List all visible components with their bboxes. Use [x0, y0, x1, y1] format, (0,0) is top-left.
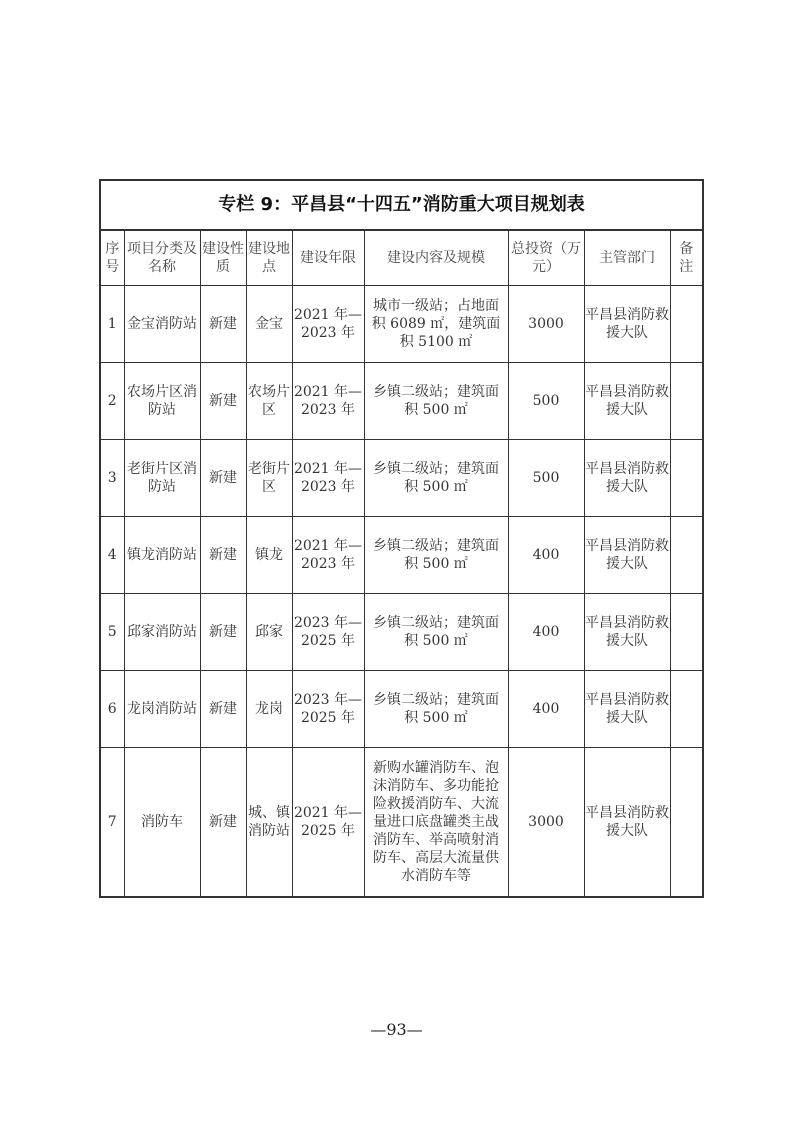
cell-no: 1 — [100, 286, 124, 363]
cell-nature: 新建 — [200, 517, 246, 594]
cell-dept: 平昌县消防救援大队 — [584, 517, 670, 594]
cell-dept: 平昌县消防救援大队 — [584, 440, 670, 517]
table-row — [100, 594, 703, 671]
cell-name: 龙岗消防站 — [124, 671, 200, 748]
cell-investment: 3000 — [508, 286, 584, 363]
table-row — [100, 286, 703, 363]
cell-location: 镇龙 — [246, 517, 292, 594]
header-period: 建设年限 — [292, 230, 364, 286]
cell-investment: 500 — [508, 363, 584, 440]
cell-location: 金宝 — [246, 286, 292, 363]
table-row — [100, 517, 703, 594]
cell-content: 新购水罐消防车、泡沫消防车、多功能抢险救援消防车、大流量进口底盘罐类主战消防车、举高喷射消防车、高层大流量供水消防车等 — [364, 748, 508, 898]
cell-dept: 平昌县消防救援大队 — [584, 671, 670, 748]
header-nature: 建设性质 — [200, 230, 246, 286]
cell-period: 2021 年—2025 年 — [292, 748, 364, 898]
page-number: —93— — [370, 1020, 423, 1039]
cell-nature: 新建 — [200, 748, 246, 898]
cell-investment: 400 — [508, 517, 584, 594]
cell-dept: 平昌县消防救援大队 — [584, 286, 670, 363]
cell-name: 镇龙消防站 — [124, 517, 200, 594]
cell-investment: 400 — [508, 594, 584, 671]
cell-name: 金宝消防站 — [124, 286, 200, 363]
cell-no: 7 — [100, 748, 124, 898]
cell-note — [670, 517, 703, 594]
cell-note — [670, 748, 703, 898]
cell-period: 2023 年—2025 年 — [292, 671, 364, 748]
cell-dept: 平昌县消防救援大队 — [584, 363, 670, 440]
cell-content: 乡镇二级站；建筑面积 500 ㎡ — [364, 594, 508, 671]
header-content: 建设内容及规模 — [364, 230, 508, 286]
project-plan-table — [99, 179, 704, 898]
cell-name: 消防车 — [124, 748, 200, 898]
cell-nature: 新建 — [200, 594, 246, 671]
cell-location: 农场片区 — [246, 363, 292, 440]
table-row — [100, 363, 703, 440]
cell-period: 2021 年—2023 年 — [292, 363, 364, 440]
cell-name: 老街片区消防站 — [124, 440, 200, 517]
title-row — [100, 180, 703, 230]
cell-note — [670, 286, 703, 363]
cell-name: 邱家消防站 — [124, 594, 200, 671]
header-investment: 总投资（万元） — [508, 230, 584, 286]
cell-nature: 新建 — [200, 440, 246, 517]
cell-no: 2 — [100, 363, 124, 440]
cell-period: 2021 年—2023 年 — [292, 286, 364, 363]
header-name: 项目分类及名称 — [124, 230, 200, 286]
cell-no: 5 — [100, 594, 124, 671]
cell-nature: 新建 — [200, 363, 246, 440]
cell-period: 2021 年—2023 年 — [292, 440, 364, 517]
cell-dept: 平昌县消防救援大队 — [584, 594, 670, 671]
header-no: 序号 — [100, 230, 124, 286]
table-title: 专栏 9：平昌县“十四五”消防重大项目规划表 — [100, 180, 703, 230]
cell-note — [670, 671, 703, 748]
cell-investment: 3000 — [508, 748, 584, 898]
cell-investment: 400 — [508, 671, 584, 748]
cell-period: 2023 年—2025 年 — [292, 594, 364, 671]
cell-content: 乡镇二级站；建筑面积 500 ㎡ — [364, 671, 508, 748]
cell-name: 农场片区消防站 — [124, 363, 200, 440]
cell-note — [670, 594, 703, 671]
cell-nature: 新建 — [200, 671, 246, 748]
cell-investment: 500 — [508, 440, 584, 517]
table-row — [100, 671, 703, 748]
table-row — [100, 748, 703, 898]
cell-no: 3 — [100, 440, 124, 517]
header-row — [100, 230, 703, 286]
header-location: 建设地点 — [246, 230, 292, 286]
cell-location: 邱家 — [246, 594, 292, 671]
cell-content: 乡镇二级站；建筑面积 500 ㎡ — [364, 363, 508, 440]
cell-note — [670, 440, 703, 517]
cell-no: 6 — [100, 671, 124, 748]
cell-dept: 平昌县消防救援大队 — [584, 748, 670, 898]
cell-content: 城市一级站；占地面积 6089 ㎡，建筑面积 5100 ㎡ — [364, 286, 508, 363]
cell-nature: 新建 — [200, 286, 246, 363]
cell-location: 老街片区 — [246, 440, 292, 517]
cell-period: 2021 年—2023 年 — [292, 517, 364, 594]
cell-note — [670, 363, 703, 440]
header-note: 备 注 — [670, 230, 703, 286]
cell-location: 龙岗 — [246, 671, 292, 748]
cell-location: 城、镇消防站 — [246, 748, 292, 898]
cell-content: 乡镇二级站；建筑面积 500 ㎡ — [364, 517, 508, 594]
table-row — [100, 440, 703, 517]
cell-content: 乡镇二级站；建筑面积 500 ㎡ — [364, 440, 508, 517]
cell-no: 4 — [100, 517, 124, 594]
header-dept: 主管部门 — [584, 230, 670, 286]
